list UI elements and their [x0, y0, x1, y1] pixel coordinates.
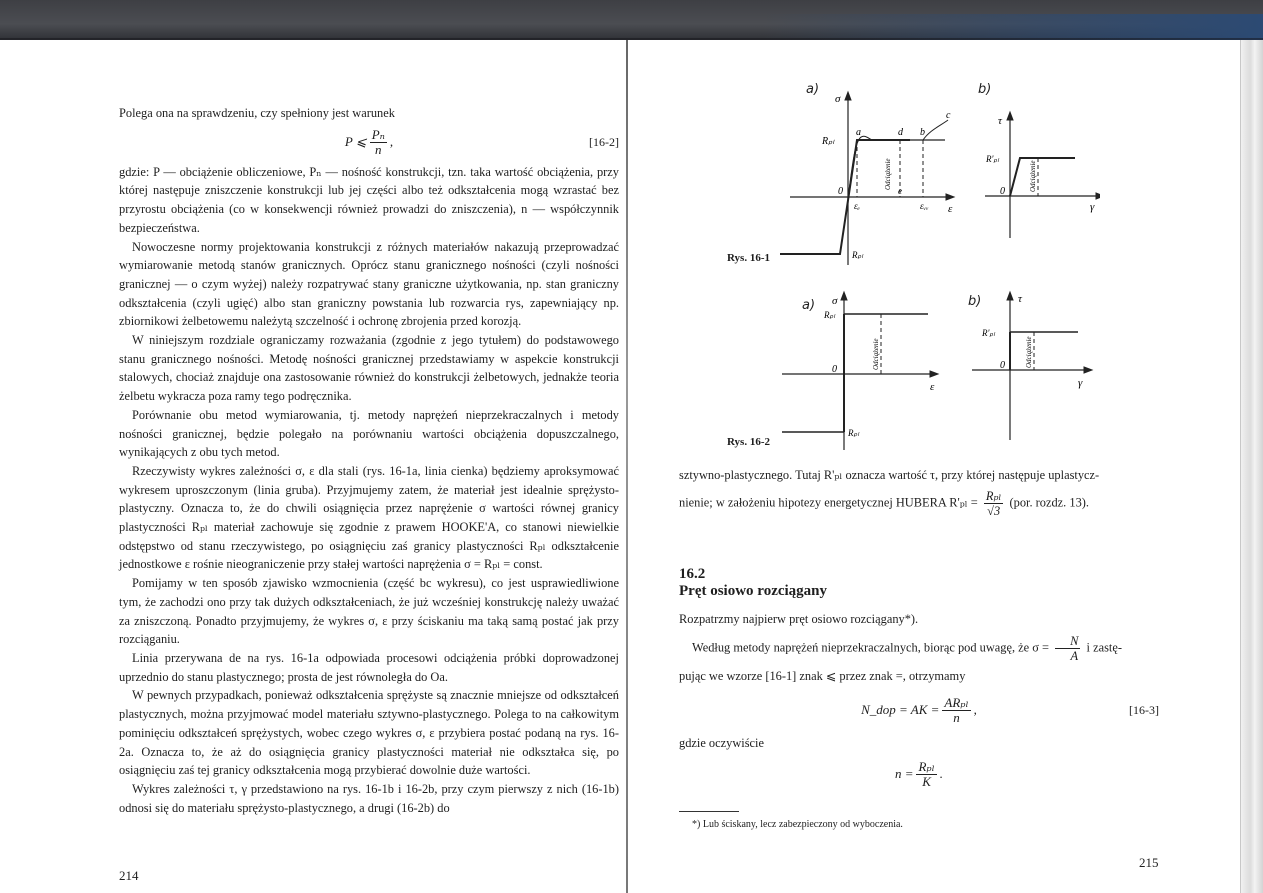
- page-number-left: 214: [119, 868, 139, 883]
- where-text: gdzie oczywiście: [679, 736, 764, 751]
- eq-suffix: .: [939, 766, 944, 782]
- point-c: c: [946, 110, 951, 121]
- eq-fraction: [942, 696, 970, 725]
- left-page-body: [119, 104, 619, 817]
- equation-n: [679, 753, 1159, 797]
- scan-background-tint: [763, 14, 1263, 40]
- unloading-label: Odciążenie: [1025, 336, 1033, 368]
- paragraph-comparison: Porównanie obu metod wymiarowania, tj. metody naprężeń nieprzekraczalnych i metody nośności granicznej, będzie polegało na porównaniu wartości obciążenia dopuszczalnego, wynikających z obu tych metod.: [119, 407, 619, 460]
- origin-label: 0: [1000, 360, 1005, 371]
- stress-numerator: N: [1055, 634, 1080, 649]
- fig-16-1a-stress-strain-diagram: [780, 90, 980, 270]
- point-b: b: [920, 127, 925, 138]
- eq-tag: [16-2]: [589, 135, 619, 150]
- eq-numerator: Rₚₗ: [918, 759, 935, 775]
- eq-denominator: n: [953, 709, 960, 725]
- origin-label: 0: [832, 364, 837, 375]
- huber-numerator: Rₚₗ: [985, 488, 1002, 503]
- stress-fraction: [1055, 634, 1080, 663]
- huber-fraction: [984, 489, 1004, 518]
- paragraph-real-diagram: Rzeczywisty wykres zależności σ, ε dla stali (rys. 16-1a, linia cienka) będziemy aproksymować wykresem uproszczonym (linia gruba). Przyjmujemy zatem, że materiał jest idealnie sprężysto-plastyczny. Oznacza to, że do chwili osiągnięcia przez naprężenie σ wartości równej granicy plastyczności Rₚₗ materiał zachowuje się zgodnie z prawem HOOKE'A, co stanowi niewielkie odstępstwo od stanu rzeczywistego, po osiągnięciu zaś granicy plastyczności Rₚₗ odkształcenie jednostkowe ε rośnie nieograniczenie przy stałej wartości naprężenia σ = Rₚₗ = const.: [119, 463, 619, 572]
- eq-denominator: n: [375, 142, 382, 158]
- section-title: Pręt osiowo rozciągany: [679, 582, 828, 599]
- paragraph-rigid-plastic: W pewnych przypadkach, ponieważ odkształcenia sprężyste są znacznie mniejsze od odkształceń plastycznych, można przyjmować model materiału sztywno-plastycznego. Polega to na całkowitym pominięciu odkształceń sprężystych, wobec czego wykres σ, ε przybiera postać podaną na rys. 16-2a. Oznacza to, że aż do osiągnięcia granicy plastyczności materiał nie odkształca się, po osiągnięciu zaś tej granicy odkształcenia mogą przybierać dowolnie duże wartości.: [119, 688, 619, 778]
- point-d: d: [898, 127, 903, 138]
- page-number-right: 215: [1139, 855, 1159, 870]
- fig-16-2-caption: Rys. 16-2: [727, 436, 771, 448]
- method-paragraph-cont: pując we wzorze [16-1] znak ⩽ przez znak =, otrzymamy: [679, 669, 966, 684]
- axis-tau: τ: [998, 115, 1002, 127]
- eq-suffix: ,: [973, 701, 977, 717]
- fig-16-1-panel-a-label: a): [806, 82, 820, 97]
- fig-16-2-panel-b-label: b): [968, 294, 982, 309]
- paragraph-norms: Nowoczesne normy projektowania konstrukcji z różnych materiałów nakazują przeprowadzać wymiarowanie metodą stanów granicznych. Oprócz stanu granicznego nośności (czyli nośności granicznej — o czym wyżej) należy rozpatrywać stany graniczne użytkowania, np. stan graniczny odkształcenia (czyli ugięć) albo stan graniczny powstania lub rozwarcia rys, zapewniający np. zbiornikowi żelbetowemu należytą szczelność i ochronę zbrojenia przed korozją.: [119, 239, 619, 329]
- unloading-label: Odciążenie: [884, 158, 892, 190]
- fig-16-2-panel-a-label: a): [802, 298, 816, 313]
- huber-ref: (por. rozdz. 13).: [1009, 495, 1089, 510]
- continuation-line-2: [679, 489, 1159, 518]
- fig-16-2b-rigid-plastic-shear-diagram: [968, 290, 1098, 450]
- axis-sigma: σ: [832, 295, 838, 307]
- paragraph-hardening: Pomijamy w ten sposób zjawisko wzmocnienia (część bc wykresu), co jest usprawiedliwione tym, że zachodzi ono przy tak dużych odkształceniach, że już wcześniej konstrukcję należy uważać za zniszczoną. Ponadto przyjmujemy, że wykres σ, ε przy ściskaniu ma taką samą postać jak przy rozciąganiu.: [119, 576, 619, 647]
- rpl-tau-label: R'ₚₗ: [982, 328, 995, 338]
- page-stack-edge: [1240, 40, 1263, 893]
- axis-epsilon: ε: [948, 203, 953, 215]
- eq-lhs: n =: [894, 766, 914, 782]
- paragraph-unloading: Linia przerywana de na rys. 16-1a odpowiada procesowi odciążenia próbki doprowadzonej uprzednio do stanu plastycznego; prosta de jest równoległa do Oa.: [119, 650, 619, 684]
- eq-denominator: K: [922, 774, 931, 790]
- section-number: 16.2: [679, 565, 706, 582]
- eq-lhs: P ⩽: [344, 134, 367, 150]
- axis-tau: τ: [1018, 293, 1022, 305]
- method-text-end: i zastę-: [1086, 640, 1122, 655]
- continuation-line-1: sztywno-plastycznego. Tutaj R'ₚₗ oznacza wartość τ, przy której następuje uplastycz-: [679, 468, 1100, 482]
- method-text: Według metody naprężeń nieprzekraczalnych, biorąc pod uwagę, że σ =: [692, 640, 1050, 655]
- axis-gamma: γ: [1078, 377, 1083, 389]
- fig-16-2a-rigid-plastic-diagram: [780, 290, 940, 450]
- eq-numerator: Pₙ: [371, 127, 385, 143]
- eq-fraction: [916, 760, 936, 789]
- paragraph-definitions: gdzie: P — obciążenie obliczeniowe, Pₙ — nośność konstrukcji, tzn. taka wartość obciążenia, przy której następuje zniszczenie konstrukcji lub jej części albo też odkształcenia mogą wzrastać bez przyrostu obciążenia (co w konsekwencji również prowadzi do zniszczenia), n — współczynnik bezpieczeństwa.: [119, 164, 619, 235]
- huber-denominator: √3: [987, 503, 1001, 518]
- equation-16-2: [119, 123, 619, 163]
- paragraph-scope: W niniejszym rozdziale ograniczamy rozważania (zgodnie z jego tytułem) do podstawowego stanu granicznego nośności. Metodę nośności granicznej przedstawiamy w aspekcie konstrukcji stalowych, chociaż znajduje ona zastosowanie również do konstrukcji żelbetowych, jednakże teoria żelbetu wykracza poza ramy tego podręcznika.: [119, 333, 619, 404]
- equation-16-3: [679, 686, 1159, 734]
- right-page-body: [679, 466, 1159, 835]
- rpl-tau-label: R'ₚₗ: [986, 154, 999, 164]
- fig-16-1-panel-b-label: b): [978, 82, 992, 97]
- eq-fraction: [370, 128, 387, 157]
- stress-denominator: A: [1070, 649, 1079, 664]
- fig-16-1b-shear-diagram: [980, 110, 1100, 240]
- axis-sigma: σ: [835, 93, 841, 105]
- eq-lhs: N_dop = AK =: [861, 701, 940, 717]
- rpl-neg-label: Rₚₗ: [848, 428, 859, 438]
- scan-top-background: [0, 0, 1263, 40]
- book-gutter: [626, 40, 628, 893]
- eq-numerator: ARₚₗ: [944, 694, 969, 710]
- huber-text: nienie; w założeniu hipotezy energetycznej HUBERA R'ₚₗ =: [679, 495, 978, 510]
- eps-w-label: εᵥᵥ: [920, 201, 929, 211]
- rpl-neg-label: Rₚₗ: [852, 250, 863, 260]
- unloading-label: Odciążenie: [872, 338, 880, 370]
- axis-gamma: γ: [1090, 201, 1095, 213]
- point-a: a: [856, 127, 861, 138]
- footnote: *) Lub ściskany, lecz zabezpieczony od wyboczenia.: [692, 818, 903, 830]
- eq-tag: [16-3]: [1129, 702, 1159, 717]
- eq-suffix: ,: [389, 134, 394, 150]
- point-e: e: [898, 186, 902, 196]
- section-intro: Rozpatrzmy najpierw pręt osiowo rozciągany*).: [679, 611, 919, 626]
- rpl-label: Rₚₗ: [824, 310, 835, 320]
- method-paragraph: [679, 634, 1159, 663]
- unloading-label: Odciążenie: [1029, 160, 1037, 192]
- fig-16-1-caption: Rys. 16-1: [727, 252, 771, 264]
- eps-e-label: εₑ: [854, 201, 860, 211]
- paragraph-shear: Wykres zależności τ, γ przedstawiono na rys. 16-1b i 16-2b, przy czym pierwszy z nich (16-1b) odnosi się do materiału sprężysto-plastycznego, a drugi (16-2b) do: [119, 781, 619, 815]
- origin-label: 0: [838, 186, 843, 197]
- footnote-rule: [679, 811, 739, 812]
- origin-label: 0: [1000, 186, 1005, 197]
- intro-line: Polega ona na sprawdzeniu, czy spełniony jest warunek: [119, 106, 395, 120]
- axis-epsilon: ε: [930, 381, 935, 393]
- rpl-label: Rₚₗ: [822, 136, 835, 147]
